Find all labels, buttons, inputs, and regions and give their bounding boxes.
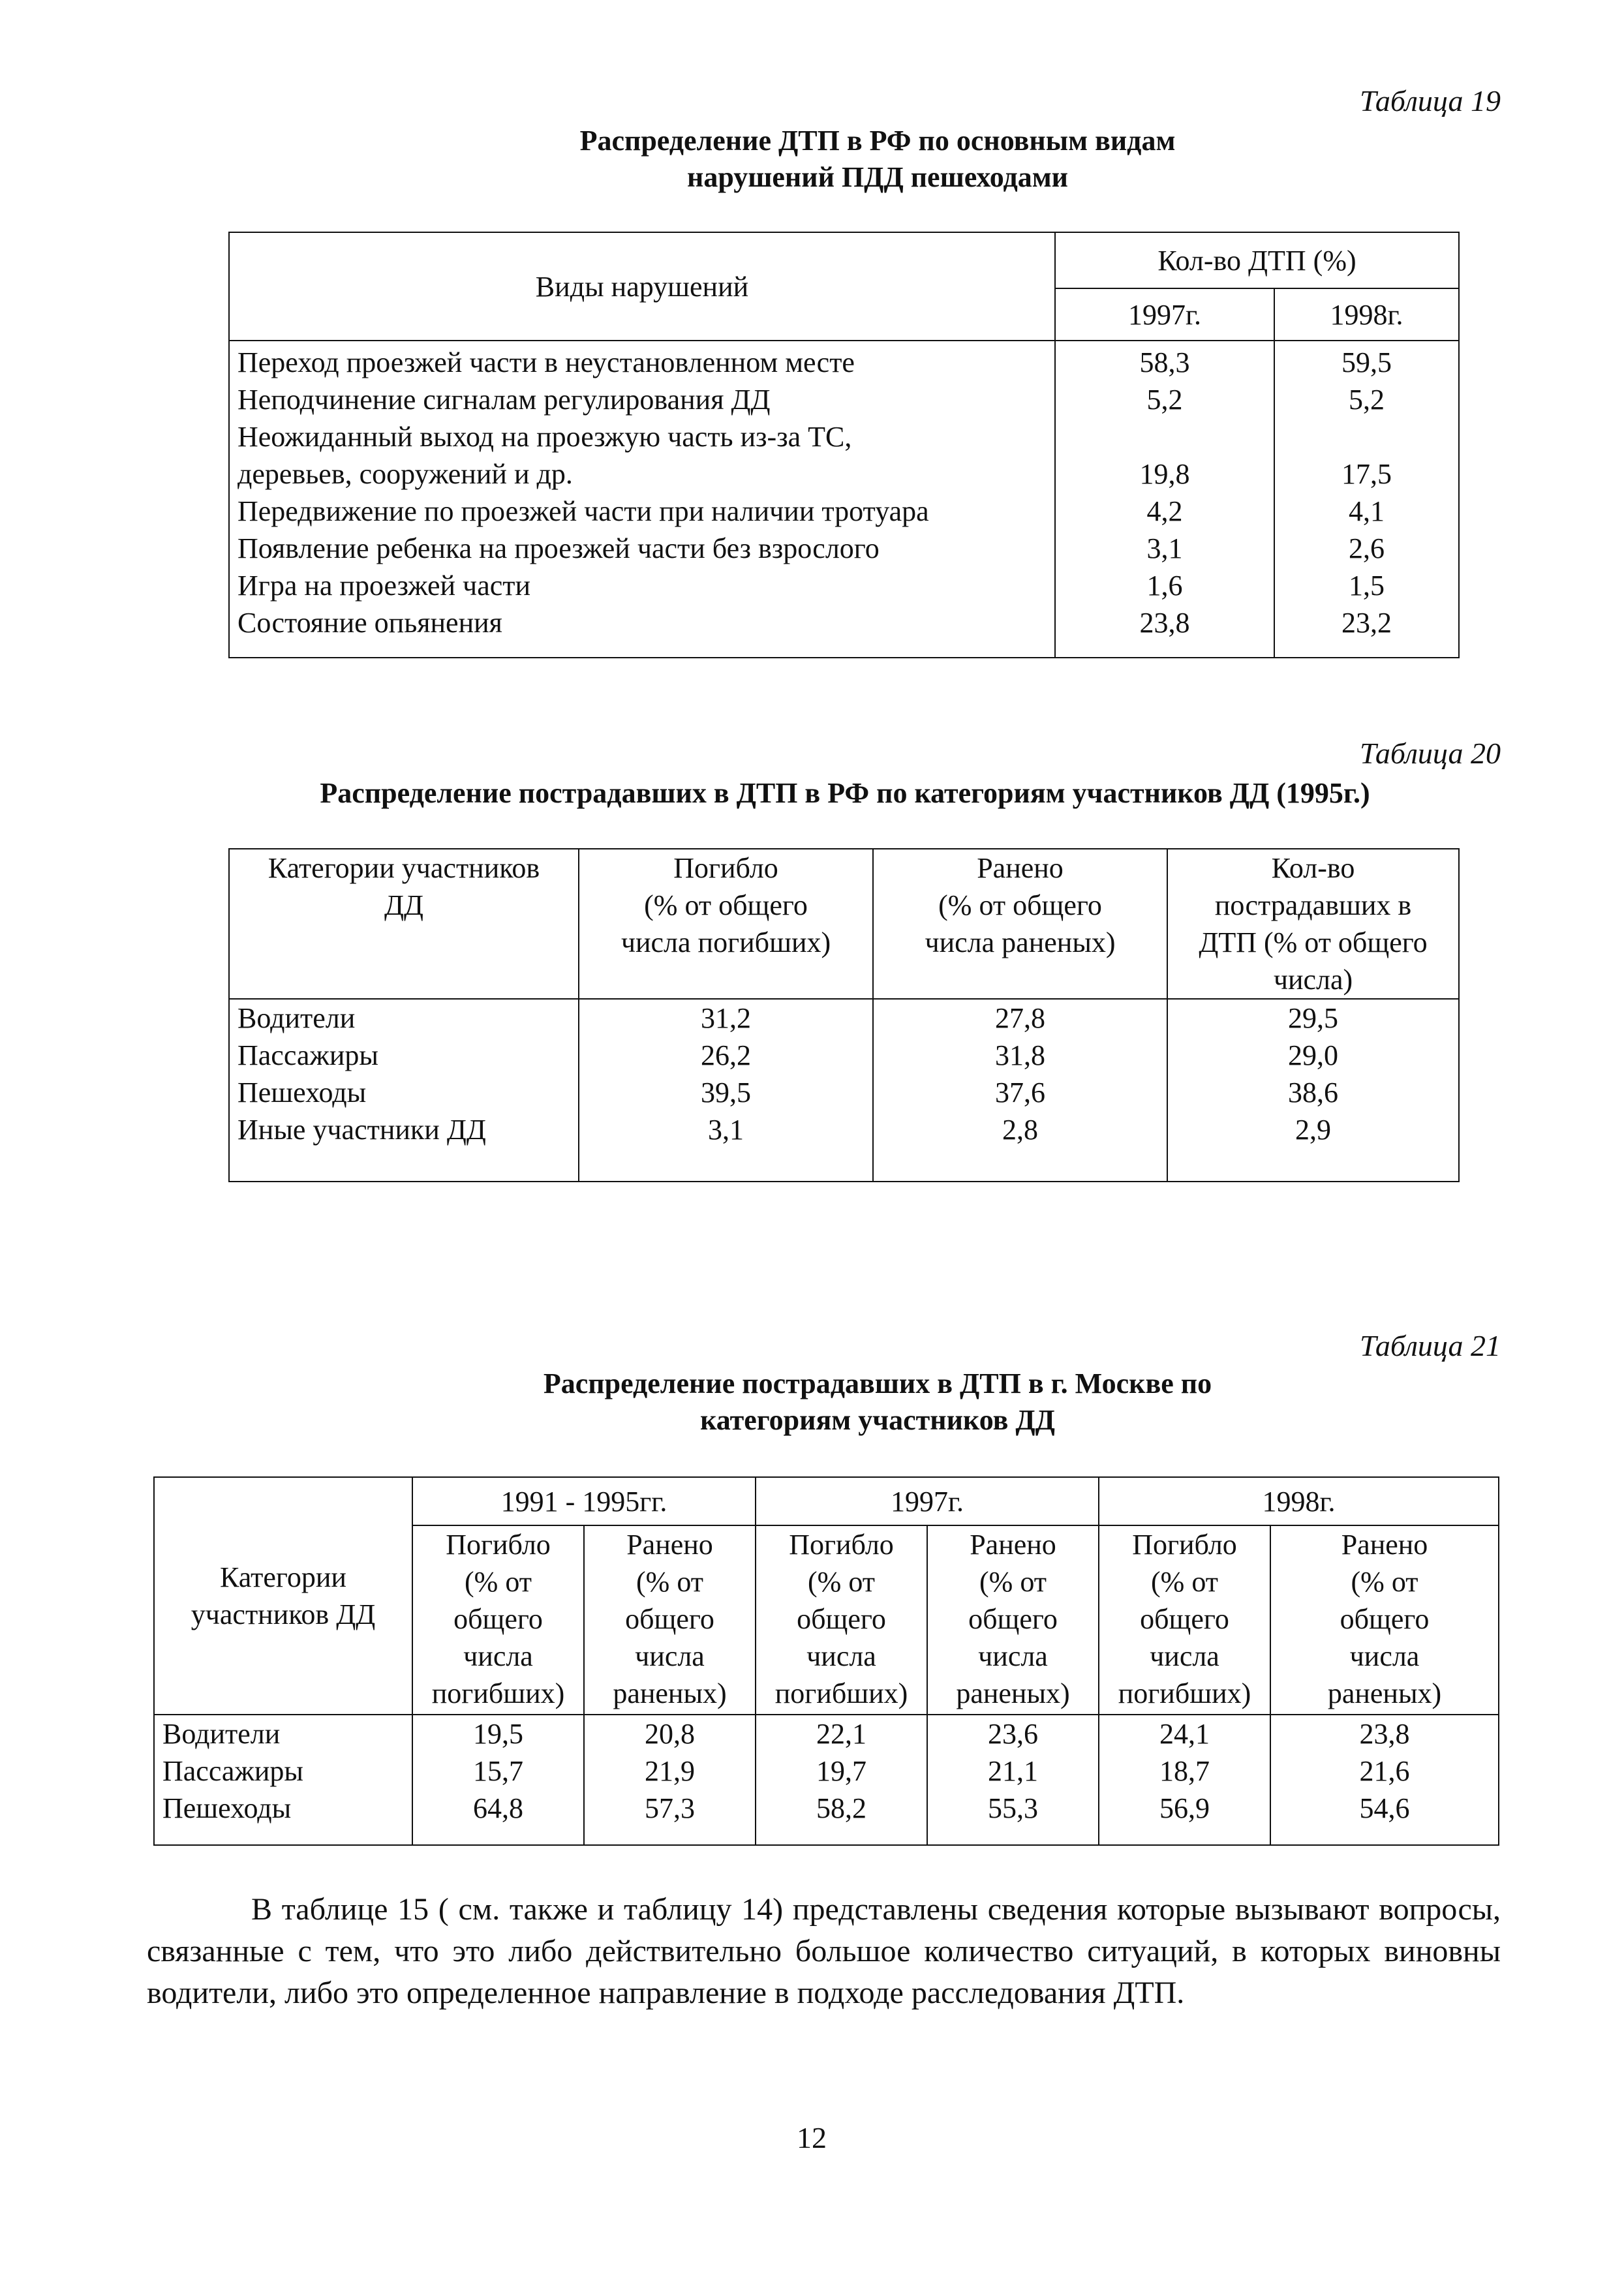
- table19-row-label: Неожиданный выход на проезжую часть из-за ТС,: [237, 421, 852, 453]
- table21-value: 55,3: [988, 1792, 1038, 1824]
- table19-head-count: Кол-во ДТП (%): [1055, 232, 1459, 288]
- table21-head-line: раненых): [956, 1677, 1070, 1709]
- table20: [228, 848, 1460, 1182]
- table20-value: 29,0: [1288, 1039, 1338, 1071]
- table19-value: [1283, 418, 1450, 455]
- table21-head-line: (% от: [808, 1566, 875, 1598]
- table20-injured-cell: [873, 999, 1167, 1182]
- table21-head-killed: [1099, 1525, 1270, 1715]
- table19-title-line2: нарушений ПДД пешеходами: [686, 161, 1069, 193]
- table21-head-line: числа: [463, 1640, 533, 1672]
- table21-head-category: [154, 1477, 412, 1715]
- table21-col-cell: [412, 1715, 584, 1845]
- table20-value: 29,5: [1288, 1002, 1338, 1034]
- table21-head-line: погибших): [431, 1677, 565, 1709]
- table19-1998-cell: [1274, 341, 1459, 658]
- table21-head-line: (% от: [979, 1566, 1047, 1598]
- table21-head-line: числа: [806, 1640, 876, 1672]
- table20-head-line: (% от общего: [644, 889, 808, 921]
- table19-value: 19,8: [1139, 458, 1190, 490]
- table21-head-injured: [584, 1525, 756, 1715]
- table21-value: 23,8: [1359, 1718, 1410, 1750]
- table20-head-line: Категории участников: [268, 852, 540, 884]
- table20-row-label: Иные участники ДД: [237, 1114, 486, 1146]
- table19-caption: Таблица 19: [1359, 84, 1501, 117]
- table21-head-line: (% от: [1151, 1566, 1218, 1598]
- table21-period-1991-1995: 1991 - 1995гг.: [412, 1477, 756, 1525]
- table20-labels-cell: [229, 999, 579, 1182]
- table20-head-line: пострадавших в: [1214, 889, 1412, 921]
- table21-title: [391, 1366, 1364, 1439]
- table21-row-label: Водители: [162, 1718, 281, 1750]
- table20-head-line: числа): [1273, 964, 1353, 996]
- table21-head-line: числа: [978, 1640, 1048, 1672]
- table21-col-cell: [584, 1715, 756, 1845]
- table21-head-line: Ранено: [970, 1529, 1056, 1561]
- table19-head-1998: 1998г.: [1274, 288, 1459, 341]
- body-paragraph: В таблице 15 ( см. также и таблицу 14) представлены сведения которые вызывают вопросы, связанные с тем, что это либо действительно большое количество ситуаций, в которых виновны водители, либо это определенное направление в подходе расследования ДТП.: [147, 1892, 1501, 2010]
- table21-title-line1: Распределение пострадавших в ДТП в г. Москве по: [543, 1368, 1212, 1399]
- table19-value: 3,1: [1146, 532, 1183, 564]
- table21-head-line: (% от: [636, 1566, 703, 1598]
- table21-head-injured: [927, 1525, 1099, 1715]
- table21-head-line: числа: [1349, 1640, 1420, 1672]
- table21-head-killed: [412, 1525, 584, 1715]
- table19-value: 59,5: [1341, 346, 1392, 378]
- page-number: 12: [797, 2121, 827, 2154]
- table21-value: 21,9: [645, 1755, 695, 1787]
- table19-row-label: Передвижение по проезжей части при наличии тротуара: [237, 495, 929, 527]
- table21-col-cell: [927, 1715, 1099, 1845]
- table21-head-line: Ранено: [626, 1529, 713, 1561]
- table21-col-cell: [1099, 1715, 1270, 1845]
- table21-head-line: Категории: [220, 1561, 346, 1593]
- table19-row-label: Игра на проезжей части: [237, 570, 531, 602]
- table21-head-line: участников ДД: [191, 1598, 376, 1630]
- table21-labels-cell: [154, 1715, 412, 1845]
- table20-row-label: Пешеходы: [237, 1077, 367, 1108]
- table21-head-line: раненых): [613, 1677, 727, 1709]
- table19-value: 58,3: [1139, 346, 1190, 378]
- table21-head-line: (% от: [465, 1566, 532, 1598]
- table19-title-line1: Распределение ДТП в РФ по основным видам: [579, 125, 1176, 157]
- table21-title-line2: категориям участников ДД: [700, 1404, 1055, 1436]
- table21-period-1997: 1997г.: [756, 1477, 1099, 1525]
- table21-value: 18,7: [1159, 1755, 1210, 1787]
- table19-row-label: Неподчинение сигналам регулирования ДД: [237, 384, 771, 416]
- table21-value: 56,9: [1159, 1792, 1210, 1824]
- table21-head-injured: [1270, 1525, 1499, 1715]
- table20-value: 27,8: [995, 1002, 1045, 1034]
- table19-title: [391, 123, 1364, 196]
- table21-head-line: общего: [797, 1603, 886, 1635]
- table19-value: 17,5: [1341, 458, 1392, 490]
- table20-total-cell: [1167, 999, 1459, 1182]
- table20-value: 2,8: [1002, 1114, 1038, 1146]
- table20-value: 31,8: [995, 1039, 1045, 1071]
- table20-row-label: Пассажиры: [237, 1039, 378, 1071]
- table19-labels-cell: [229, 341, 1055, 658]
- table20-head-line: Погибло: [673, 852, 778, 884]
- table19-row-label: Переход проезжей части в неустановленном месте: [237, 346, 855, 378]
- table21-value: 58,2: [816, 1792, 866, 1824]
- table21-value: 22,1: [816, 1718, 866, 1750]
- table21-col-cell: [756, 1715, 927, 1845]
- table20-head-line: ДТП (% от общего: [1199, 926, 1428, 958]
- table21-value: 57,3: [645, 1792, 695, 1824]
- table21-value: 54,6: [1359, 1792, 1410, 1824]
- table20-value: 37,6: [995, 1077, 1045, 1108]
- table21-caption: Таблица 21: [1359, 1329, 1501, 1362]
- table20-value: 2,9: [1295, 1114, 1331, 1146]
- table19-value: 1,5: [1349, 570, 1385, 602]
- table19-head-1997: 1997г.: [1055, 288, 1274, 341]
- table21-value: 23,6: [988, 1718, 1038, 1750]
- table21-head-line: Погибло: [789, 1529, 894, 1561]
- table19-value: 4,1: [1349, 495, 1385, 527]
- table21-head-line: общего: [625, 1603, 714, 1635]
- table21-head-line: Погибло: [1132, 1529, 1237, 1561]
- table20-killed-cell: [579, 999, 873, 1182]
- table20-head-category: [229, 849, 579, 999]
- table21-head-line: числа: [1150, 1640, 1219, 1672]
- table21-value: 19,7: [816, 1755, 866, 1787]
- table19-head-violations: Виды нарушений: [229, 232, 1055, 341]
- table21-value: 15,7: [473, 1755, 523, 1787]
- table20-head-line: Ранено: [977, 852, 1064, 884]
- table21-value: 20,8: [645, 1718, 695, 1750]
- table19-value: 2,6: [1349, 532, 1385, 564]
- table20-row-label: Водители: [237, 1002, 356, 1034]
- table21-head-line: Ранено: [1341, 1529, 1428, 1561]
- table21-head-line: общего: [1340, 1603, 1430, 1635]
- table21-value: 24,1: [1159, 1718, 1210, 1750]
- table21-head-line: погибших): [1118, 1677, 1251, 1709]
- table21-head-killed: [756, 1525, 927, 1715]
- table21-head-line: общего: [968, 1603, 1058, 1635]
- table20-head-total: [1167, 849, 1459, 999]
- table20-title: Распределение пострадавших в ДТП в РФ по категориям участников ДД (1995г.): [320, 777, 1370, 809]
- table21-head-line: Погибло: [446, 1529, 551, 1561]
- table20-head-line: (% от общего: [938, 889, 1102, 921]
- table21-row-label: Пешеходы: [162, 1792, 292, 1824]
- table20-head-killed: [579, 849, 873, 999]
- table21-head-line: общего: [453, 1603, 543, 1635]
- table20-head-injured: [873, 849, 1167, 999]
- table20-value: 39,5: [701, 1077, 751, 1108]
- table19-value: 4,2: [1146, 495, 1183, 527]
- table21-value: 21,6: [1359, 1755, 1410, 1787]
- table19-value: 23,8: [1139, 607, 1190, 639]
- table19-1997-cell: [1055, 341, 1274, 658]
- table21-head-line: общего: [1140, 1603, 1229, 1635]
- table20-head-line: числа раненых): [925, 926, 1116, 958]
- table21-col-cell: [1270, 1715, 1499, 1845]
- table21-value: 21,1: [988, 1755, 1038, 1787]
- table21-head-line: погибших): [774, 1677, 908, 1709]
- table21-row-label: Пассажиры: [162, 1755, 303, 1787]
- table19-value: 5,2: [1349, 384, 1385, 416]
- table21-head-line: (% от: [1351, 1566, 1418, 1598]
- table20-value: 31,2: [701, 1002, 751, 1034]
- table20-value: 38,6: [1288, 1077, 1338, 1108]
- table21-head-line: числа: [635, 1640, 705, 1672]
- table19-value: 5,2: [1146, 384, 1183, 416]
- table20-head-line: Кол-во: [1271, 852, 1355, 884]
- table19-row-label: деревьев, сооружений и др.: [237, 458, 573, 490]
- table19-value: [1064, 418, 1266, 455]
- table21-period-1998: 1998г.: [1099, 1477, 1499, 1525]
- table21-value: 19,5: [473, 1718, 523, 1750]
- table19-row-label: Появление ребенка на проезжей части без взрослого: [237, 532, 880, 564]
- table19-row-label: Состояние опьянения: [237, 607, 502, 639]
- table20-caption: Таблица 20: [1359, 737, 1501, 770]
- table21-value: 64,8: [473, 1792, 523, 1824]
- table21-head-line: раненых): [1327, 1677, 1442, 1709]
- table20-value: 3,1: [708, 1114, 744, 1146]
- table20-head-line: ДД: [384, 889, 424, 921]
- table21: [153, 1476, 1499, 1846]
- table19-value: 1,6: [1146, 570, 1183, 602]
- table20-head-line: числа погибших): [620, 926, 831, 958]
- table19-value: 23,2: [1341, 607, 1392, 639]
- table19: [228, 232, 1460, 658]
- table20-value: 26,2: [701, 1039, 751, 1071]
